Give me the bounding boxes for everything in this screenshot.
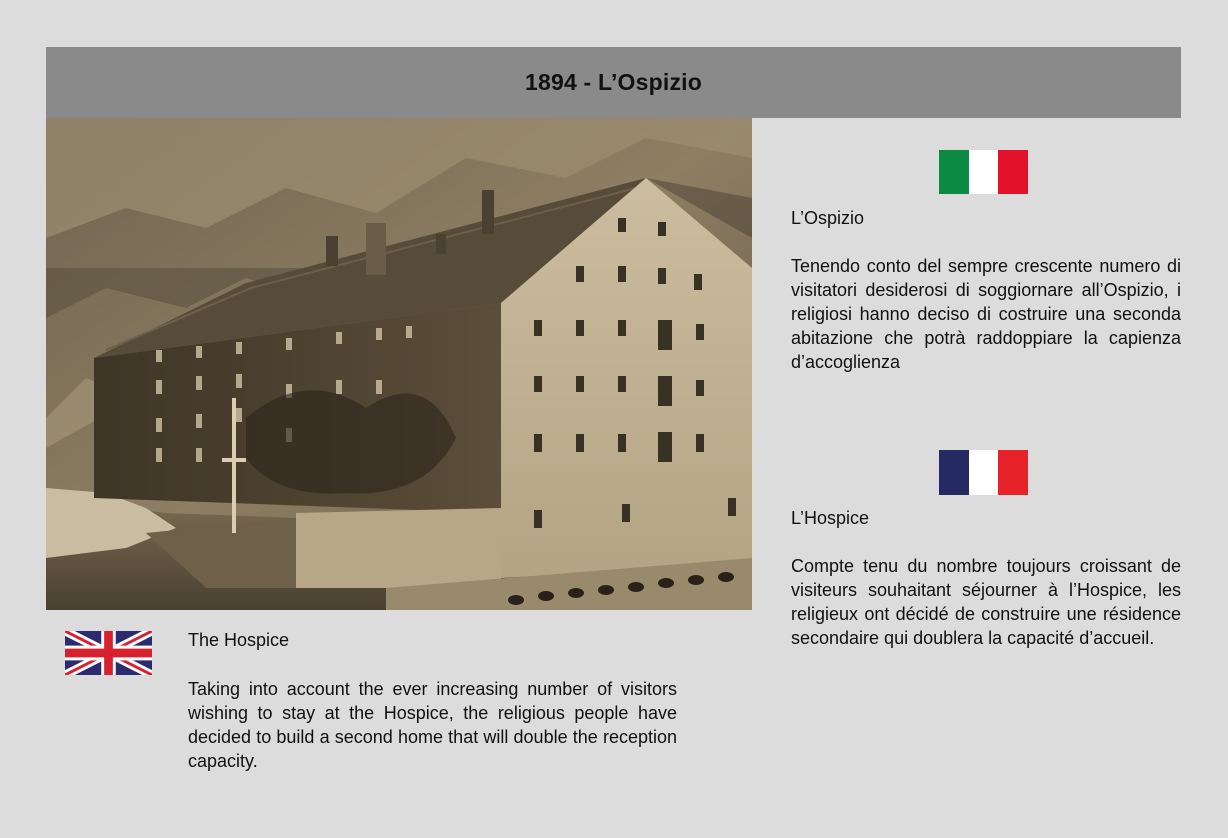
english-title: The Hospice: [188, 630, 290, 650]
page-title: 1894 - L’Ospizio: [524, 69, 703, 95]
hospice-photo: [46, 118, 752, 610]
france-flag-icon: [939, 450, 1028, 495]
english-body: Taking into account the ever increasing number of visitors wishing to stay at the Hospice, the religious people have decided to build a second home that will double the reception capacity.: [188, 679, 677, 771]
uk-flag-icon: [65, 631, 152, 675]
title-bar: [46, 47, 1181, 118]
italy-flag-icon: [939, 150, 1028, 194]
french-title: L’Hospice: [791, 508, 870, 528]
italian-title: L’Ospizio: [791, 208, 865, 228]
french-body: Compte tenu du nombre toujours croissant de visiteurs souhaitant séjourner à l’Hospice, les religieux ont décidé de construire une résidence secondaire qui doublera la capacité d’accueil.: [791, 556, 1181, 648]
italian-body: Tenendo conto del sempre crescente numero di visitatori desiderosi di soggiornare all’Ospizio, i religiosi hanno deciso di costruire una seconda abitazione che potrà raddoppiare la capienza d’accoglienza: [791, 256, 1181, 372]
